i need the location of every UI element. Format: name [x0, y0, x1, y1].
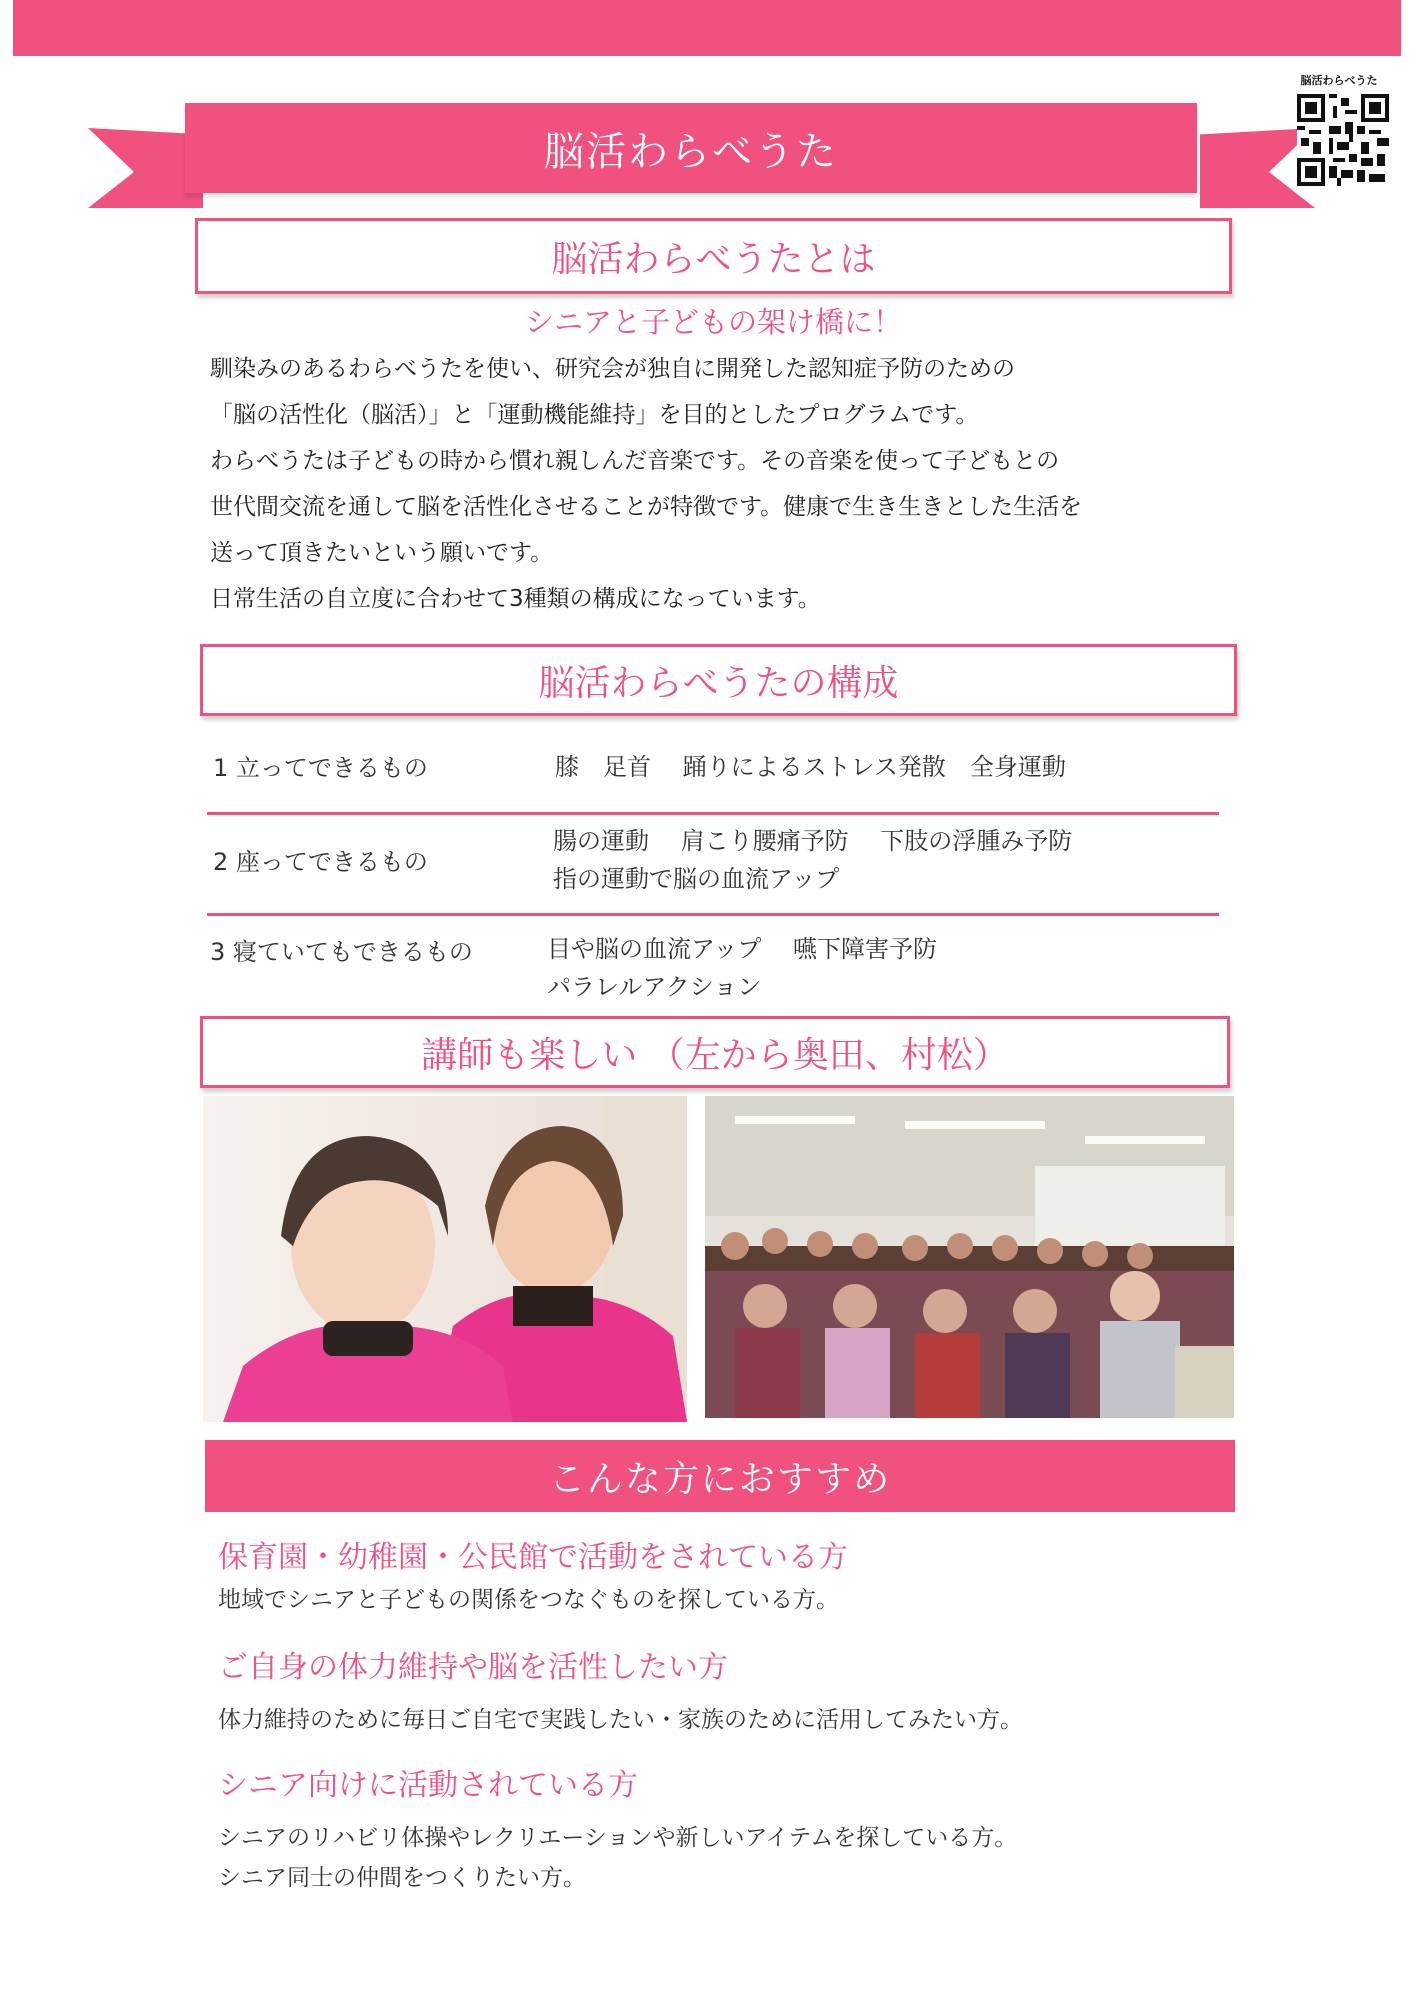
class-photo [705, 1096, 1234, 1418]
qr-code-icon[interactable] [1297, 94, 1389, 186]
about-line: 「脳の活性化（脳活）」と「運動機能維持」を目的としたプログラムです。 [210, 402, 979, 428]
instructors-photo [203, 1096, 687, 1422]
composition-row-label: 2 座ってできるもの [213, 848, 428, 876]
composition-desc-line: 膝 足首 踊りによるストレス発散 全身運動 [555, 753, 1066, 781]
qr-label: 脳活わらべうた [1300, 74, 1378, 87]
composition-desc-line: パラレルアクション [547, 973, 762, 1001]
about-line: 送って頂きたいという願いです。 [210, 540, 554, 566]
about-heading: 脳活わらべうたとは [195, 218, 1232, 294]
recommend-heading: こんな方におすすめ [205, 1440, 1235, 1512]
recommend-line: シニア同士の仲間をつくりたい方。 [218, 1865, 586, 1891]
row-divider [207, 812, 1219, 815]
instructors-heading: 講師も楽しい （左から奥田、村松） [200, 1016, 1230, 1088]
top-accent-bar [13, 0, 1401, 56]
about-body [210, 346, 1250, 622]
about-tagline: シニアと子どもの架け橋に！ [524, 305, 902, 339]
recommend-line: 地域でシニアと子どもの関係をつなぐものを探している方。 [218, 1587, 839, 1613]
composition-desc-line: 目や脳の血流アップ 嚥下障害予防 [547, 935, 937, 963]
about-line: 馴染みのあるわらべうたを使い、研究会が独自に開発した認知症予防のための [210, 356, 1015, 382]
about-line: わらべうたは子どもの時から慣れ親しんだ音楽です。その音楽を使って子どもとの [210, 448, 1060, 474]
composition-row-label: 1 立ってできるもの [213, 754, 428, 782]
recommend-item-title: ご自身の体力維持や脳を活性したい方 [218, 1650, 728, 1685]
about-line: 日常生活の自立度に合わせて3種類の構成になっています。 [210, 586, 821, 612]
composition-row-desc [555, 748, 1066, 786]
about-line: 世代間交流を通して脳を活性化させることが特徴です。健康で生き生きとした生活を [210, 494, 1083, 520]
page-title: 脳活わらべうた [185, 103, 1197, 193]
recommend-item-text [218, 1700, 1023, 1740]
recommend-item-text [218, 1580, 839, 1620]
recommend-item-title: シニア向けに活動されている方 [218, 1768, 638, 1803]
composition-desc-line: 指の運動で脳の血流アップ [553, 865, 840, 893]
composition-row-desc [553, 822, 1072, 898]
recommend-item-text [218, 1818, 1017, 1898]
row-divider [207, 913, 1219, 916]
composition-row-label: 3 寝ていてもできるもの [210, 938, 473, 966]
composition-heading: 脳活わらべうたの構成 [200, 644, 1237, 716]
recommend-item-title: 保育園・幼稚園・公民館で活動をされている方 [218, 1540, 848, 1575]
recommend-line: 体力維持のために毎日ご自宅で実践したい・家族のために活用してみたい方。 [218, 1707, 1023, 1733]
recommend-line: シニアのリハビリ体操やレクリエーションや新しいアイテムを探している方。 [218, 1825, 1018, 1851]
composition-desc-line: 腸の運動 肩こり腰痛予防 下肢の浮腫み予防 [553, 827, 1073, 855]
composition-row-desc [547, 930, 937, 1006]
